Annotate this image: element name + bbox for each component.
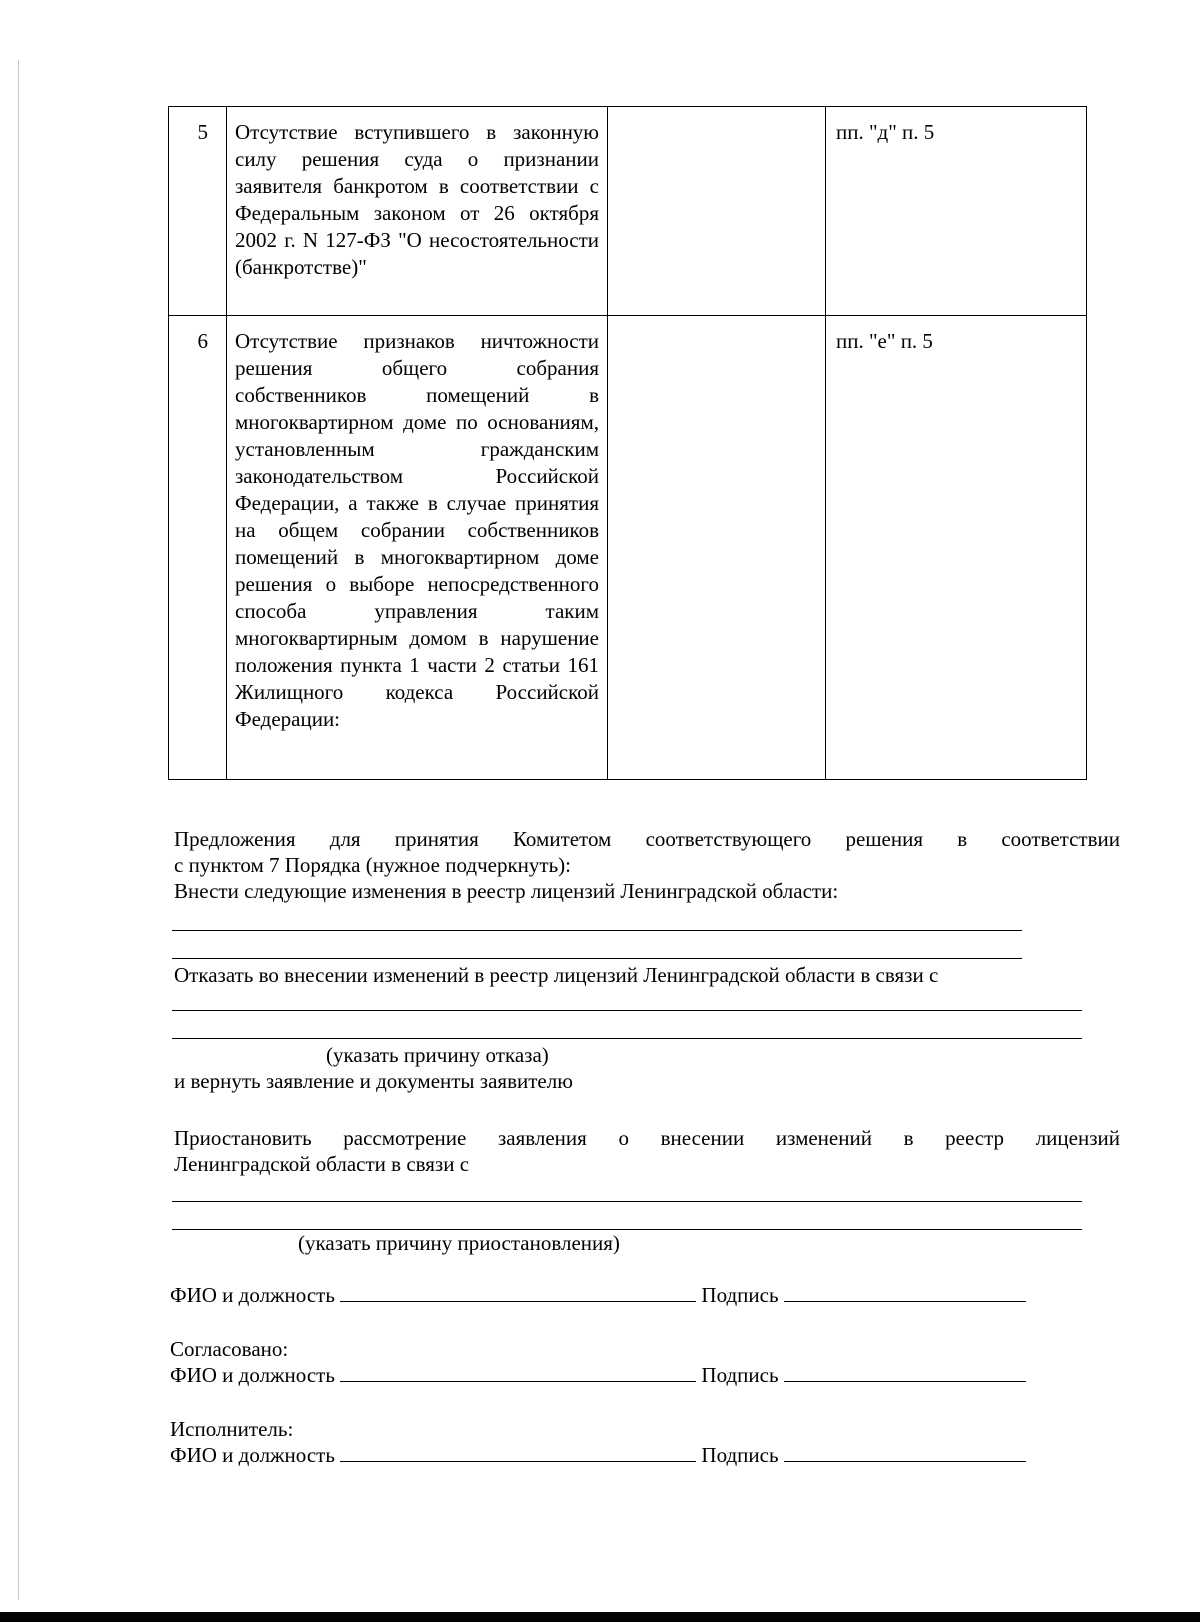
regulation-reference: пп. "д" п. 5 xyxy=(826,107,1087,316)
table-row xyxy=(169,316,1087,780)
refuse-reason-line xyxy=(172,1010,1082,1011)
changes-blank-line xyxy=(172,930,1022,931)
signature-row-agreed xyxy=(170,1362,1026,1388)
criterion-value-cell xyxy=(608,316,826,780)
proposals-intro-line2: с пунктом 7 Порядка (нужное подчеркнуть): xyxy=(174,853,571,877)
refuse-option: Отказать во внесении изменений в реестр лицензий Ленинградской области в связи с xyxy=(174,963,939,987)
scan-bottom-bar xyxy=(0,1612,1200,1622)
make-changes-option: Внести следующие изменения в реестр лицензий Ленинградской области: xyxy=(174,879,839,903)
fio-field[interactable] xyxy=(340,1283,696,1302)
criteria-table xyxy=(168,106,1087,780)
fio-label: ФИО и должность xyxy=(170,1283,335,1307)
return-documents-text: и вернуть заявление и документы заявителю xyxy=(174,1069,573,1093)
executor-label: Исполнитель: xyxy=(170,1417,294,1441)
suspend-option-line1: Приостановить рассмотрение заявления о внесении изменений в реестр лицензий xyxy=(174,1126,1120,1150)
table-row xyxy=(169,107,1087,316)
fio-field[interactable] xyxy=(340,1363,696,1382)
signature-field[interactable] xyxy=(784,1443,1026,1462)
row-number: 5 xyxy=(169,107,227,316)
signature-row-executor xyxy=(170,1442,1026,1468)
regulation-reference: пп. "е" п. 5 xyxy=(826,316,1087,780)
agreed-label: Согласовано: xyxy=(170,1337,289,1361)
refuse-reason-line xyxy=(172,1038,1082,1039)
criterion-value-cell xyxy=(608,107,826,316)
changes-blank-line xyxy=(172,958,1022,959)
fio-label: ФИО и должность xyxy=(170,1363,335,1387)
refuse-reason-hint: (указать причину отказа) xyxy=(326,1043,549,1067)
signature-row-approver xyxy=(170,1282,1026,1308)
suspend-option-line2: Ленинградской области в связи с xyxy=(174,1152,470,1176)
suspend-reason-hint: (указать причину приостановления) xyxy=(298,1231,620,1255)
fio-field[interactable] xyxy=(340,1443,696,1462)
suspend-reason-line xyxy=(172,1201,1082,1202)
row-number: 6 xyxy=(169,316,227,780)
criterion-text: Отсутствие вступившего в законную силу решения суда о признании заявителя банкротом в соответствии с Федеральным законом от 26 октября 2002 г. N 127-ФЗ "О несостоятельности (банкротстве)" xyxy=(227,107,608,316)
sign-label: Подпись xyxy=(701,1443,779,1467)
fio-label: ФИО и должность xyxy=(170,1443,335,1467)
scan-left-mark xyxy=(18,60,19,1600)
signature-field[interactable] xyxy=(784,1283,1026,1302)
sign-label: Подпись xyxy=(701,1363,779,1387)
proposals-intro-line1: Предложения для принятия Комитетом соответствующего решения в соответствии xyxy=(174,827,1120,851)
criterion-text: Отсутствие признаков ничтожности решения общего собрания собственников помещений в многоквартирном доме по основаниям, установленным гражданским законодательством Российской Федерации, а также в случае принятия на общем собрании собственников помещений в многоквартирном доме решения о выборе непосредственного способа управления таким многоквартирным домом в нарушение положения пункта 1 части 2 статьи 161 Жилищного кодекса Российской Федерации: xyxy=(227,316,608,780)
signature-field[interactable] xyxy=(784,1363,1026,1382)
sign-label: Подпись xyxy=(701,1283,779,1307)
